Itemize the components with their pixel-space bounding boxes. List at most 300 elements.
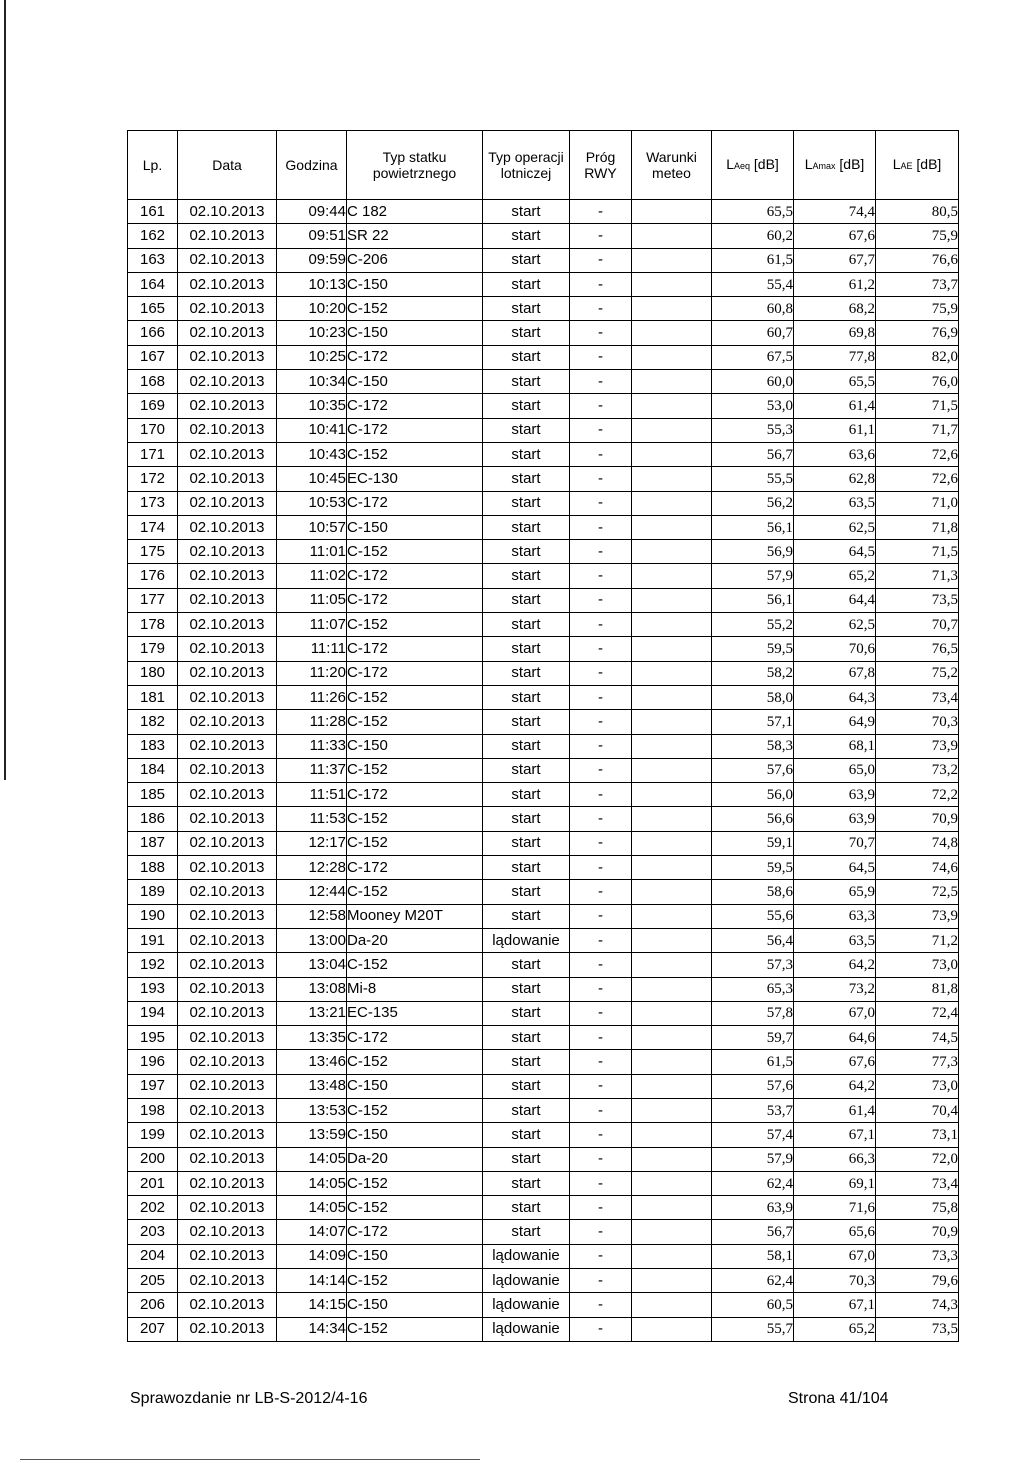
cell-aircraft: C-150 xyxy=(347,321,483,345)
cell-date: 02.10.2013 xyxy=(178,856,277,880)
cell-lamax: 67,8 xyxy=(794,661,876,685)
cell-lae: 76,0 xyxy=(876,370,959,394)
cell-date: 02.10.2013 xyxy=(178,758,277,782)
table-row xyxy=(128,1269,959,1293)
cell-lae: 74,8 xyxy=(876,831,959,855)
cell-lp: 204 xyxy=(128,1244,178,1268)
cell-time: 13:08 xyxy=(277,977,347,1001)
cell-lamax: 70,6 xyxy=(794,637,876,661)
cell-rwy: - xyxy=(570,442,632,466)
cell-lamax: 65,0 xyxy=(794,758,876,782)
cell-time: 13:35 xyxy=(277,1026,347,1050)
cell-laeq: 53,7 xyxy=(712,1098,794,1122)
cell-operation: start xyxy=(483,515,570,539)
cell-lae: 70,9 xyxy=(876,807,959,831)
cell-weather xyxy=(632,321,712,345)
cell-time: 13:59 xyxy=(277,1123,347,1147)
cell-laeq: 58,2 xyxy=(712,661,794,685)
cell-lp: 180 xyxy=(128,661,178,685)
table-row xyxy=(128,321,959,345)
cell-lae: 70,3 xyxy=(876,710,959,734)
cell-weather xyxy=(632,1171,712,1195)
cell-weather xyxy=(632,661,712,685)
cell-aircraft: EC-130 xyxy=(347,467,483,491)
table-row xyxy=(128,1171,959,1195)
cell-aircraft: C-152 xyxy=(347,540,483,564)
cell-lp: 176 xyxy=(128,564,178,588)
cell-lp: 185 xyxy=(128,783,178,807)
cell-time: 14:15 xyxy=(277,1293,347,1317)
cell-operation: start xyxy=(483,370,570,394)
cell-weather xyxy=(632,1026,712,1050)
cell-weather xyxy=(632,370,712,394)
table-row xyxy=(128,564,959,588)
cell-date: 02.10.2013 xyxy=(178,1050,277,1074)
cell-date: 02.10.2013 xyxy=(178,613,277,637)
cell-lp: 207 xyxy=(128,1317,178,1341)
cell-time: 11:11 xyxy=(277,637,347,661)
cell-lae: 73,4 xyxy=(876,685,959,709)
cell-time: 11:26 xyxy=(277,685,347,709)
cell-time: 10:57 xyxy=(277,515,347,539)
header-time: Godzina xyxy=(277,131,347,200)
cell-rwy: - xyxy=(570,1171,632,1195)
cell-lamax: 62,5 xyxy=(794,613,876,637)
cell-lamax: 63,9 xyxy=(794,807,876,831)
cell-time: 13:53 xyxy=(277,1098,347,1122)
cell-weather xyxy=(632,880,712,904)
cell-lae: 80,5 xyxy=(876,200,959,224)
cell-lp: 188 xyxy=(128,856,178,880)
cell-aircraft: C-150 xyxy=(347,1244,483,1268)
cell-rwy: - xyxy=(570,783,632,807)
cell-date: 02.10.2013 xyxy=(178,467,277,491)
cell-lp: 168 xyxy=(128,370,178,394)
cell-laeq: 58,3 xyxy=(712,734,794,758)
cell-weather xyxy=(632,224,712,248)
cell-lamax: 64,6 xyxy=(794,1026,876,1050)
cell-laeq: 59,5 xyxy=(712,856,794,880)
table-row xyxy=(128,1050,959,1074)
table-row xyxy=(128,442,959,466)
cell-lp: 191 xyxy=(128,928,178,952)
cell-date: 02.10.2013 xyxy=(178,321,277,345)
footer-report-number: Sprawozdanie nr LB-S-2012/4-16 xyxy=(130,1390,368,1407)
cell-time: 10:45 xyxy=(277,467,347,491)
cell-laeq: 65,5 xyxy=(712,200,794,224)
cell-lae: 73,5 xyxy=(876,588,959,612)
cell-time: 11:28 xyxy=(277,710,347,734)
cell-laeq: 56,7 xyxy=(712,442,794,466)
cell-lp: 190 xyxy=(128,904,178,928)
cell-operation: start xyxy=(483,734,570,758)
table-row xyxy=(128,807,959,831)
cell-laeq: 56,0 xyxy=(712,783,794,807)
table-row xyxy=(128,856,959,880)
cell-date: 02.10.2013 xyxy=(178,1220,277,1244)
cell-operation: start xyxy=(483,540,570,564)
cell-rwy: - xyxy=(570,1098,632,1122)
cell-lp: 202 xyxy=(128,1196,178,1220)
cell-lae: 74,3 xyxy=(876,1293,959,1317)
cell-lamax: 67,6 xyxy=(794,224,876,248)
cell-weather xyxy=(632,564,712,588)
cell-weather xyxy=(632,200,712,224)
cell-date: 02.10.2013 xyxy=(178,1244,277,1268)
cell-time: 14:05 xyxy=(277,1171,347,1195)
table-row xyxy=(128,661,959,685)
cell-lamax: 63,6 xyxy=(794,442,876,466)
cell-lae: 70,7 xyxy=(876,613,959,637)
cell-lae: 72,4 xyxy=(876,1001,959,1025)
cell-laeq: 55,6 xyxy=(712,904,794,928)
cell-lamax: 65,6 xyxy=(794,1220,876,1244)
cell-date: 02.10.2013 xyxy=(178,710,277,734)
left-margin-rule xyxy=(4,0,6,780)
cell-weather xyxy=(632,904,712,928)
cell-lamax: 62,5 xyxy=(794,515,876,539)
cell-lamax: 68,1 xyxy=(794,734,876,758)
cell-lp: 197 xyxy=(128,1074,178,1098)
cell-laeq: 57,3 xyxy=(712,953,794,977)
cell-lamax: 71,6 xyxy=(794,1196,876,1220)
cell-time: 09:51 xyxy=(277,224,347,248)
cell-aircraft: C-172 xyxy=(347,783,483,807)
cell-lae: 72,2 xyxy=(876,783,959,807)
cell-time: 12:28 xyxy=(277,856,347,880)
cell-operation: start xyxy=(483,953,570,977)
cell-lp: 196 xyxy=(128,1050,178,1074)
cell-aircraft: Mooney M20T xyxy=(347,904,483,928)
cell-laeq: 55,2 xyxy=(712,613,794,637)
cell-date: 02.10.2013 xyxy=(178,1123,277,1147)
cell-date: 02.10.2013 xyxy=(178,831,277,855)
cell-laeq: 57,9 xyxy=(712,564,794,588)
table-row xyxy=(128,734,959,758)
cell-operation: lądowanie xyxy=(483,1244,570,1268)
cell-weather xyxy=(632,515,712,539)
cell-lp: 174 xyxy=(128,515,178,539)
cell-laeq: 56,9 xyxy=(712,540,794,564)
table-row xyxy=(128,540,959,564)
cell-weather xyxy=(632,1317,712,1341)
cell-operation: start xyxy=(483,661,570,685)
cell-time: 09:44 xyxy=(277,200,347,224)
cell-operation: start xyxy=(483,442,570,466)
cell-date: 02.10.2013 xyxy=(178,248,277,272)
cell-lamax: 64,2 xyxy=(794,953,876,977)
cell-aircraft: C-152 xyxy=(347,1317,483,1341)
cell-date: 02.10.2013 xyxy=(178,515,277,539)
cell-operation: start xyxy=(483,710,570,734)
cell-lae: 72,0 xyxy=(876,1147,959,1171)
cell-weather xyxy=(632,394,712,418)
cell-lae: 71,2 xyxy=(876,928,959,952)
cell-operation: start xyxy=(483,1026,570,1050)
cell-rwy: - xyxy=(570,564,632,588)
cell-time: 10:41 xyxy=(277,418,347,442)
cell-laeq: 60,5 xyxy=(712,1293,794,1317)
header-lae-symbol: L xyxy=(892,156,901,172)
cell-rwy: - xyxy=(570,394,632,418)
cell-rwy: - xyxy=(570,831,632,855)
cell-lamax: 67,6 xyxy=(794,1050,876,1074)
cell-time: 12:17 xyxy=(277,831,347,855)
cell-aircraft: C-172 xyxy=(347,1026,483,1050)
cell-laeq: 62,4 xyxy=(712,1269,794,1293)
cell-lp: 187 xyxy=(128,831,178,855)
cell-rwy: - xyxy=(570,1244,632,1268)
cell-time: 14:05 xyxy=(277,1147,347,1171)
cell-aircraft: C-152 xyxy=(347,1269,483,1293)
cell-time: 11:07 xyxy=(277,613,347,637)
cell-weather xyxy=(632,1123,712,1147)
cell-aircraft: Mi-8 xyxy=(347,977,483,1001)
cell-time: 10:13 xyxy=(277,272,347,296)
cell-date: 02.10.2013 xyxy=(178,685,277,709)
cell-lp: 172 xyxy=(128,467,178,491)
cell-aircraft: C-152 xyxy=(347,1098,483,1122)
cell-aircraft: C-206 xyxy=(347,248,483,272)
cell-rwy: - xyxy=(570,297,632,321)
table-row xyxy=(128,272,959,296)
cell-lp: 173 xyxy=(128,491,178,515)
cell-laeq: 53,0 xyxy=(712,394,794,418)
cell-lp: 170 xyxy=(128,418,178,442)
cell-lae: 73,5 xyxy=(876,1317,959,1341)
cell-lamax: 67,0 xyxy=(794,1244,876,1268)
cell-laeq: 58,6 xyxy=(712,880,794,904)
cell-operation: start xyxy=(483,1098,570,1122)
cell-aircraft: C-152 xyxy=(347,1171,483,1195)
cell-lae: 73,9 xyxy=(876,734,959,758)
cell-date: 02.10.2013 xyxy=(178,394,277,418)
cell-operation: start xyxy=(483,977,570,1001)
cell-lae: 79,6 xyxy=(876,1269,959,1293)
cell-lp: 206 xyxy=(128,1293,178,1317)
cell-lamax: 65,2 xyxy=(794,1317,876,1341)
cell-rwy: - xyxy=(570,1001,632,1025)
table-row xyxy=(128,831,959,855)
cell-lae: 73,1 xyxy=(876,1123,959,1147)
table-row xyxy=(128,783,959,807)
cell-lp: 175 xyxy=(128,540,178,564)
cell-aircraft: C-172 xyxy=(347,418,483,442)
cell-operation: start xyxy=(483,880,570,904)
cell-lamax: 69,8 xyxy=(794,321,876,345)
table-row xyxy=(128,588,959,612)
header-operation: Typ operacji lotniczej xyxy=(483,131,570,200)
cell-lae: 70,4 xyxy=(876,1098,959,1122)
cell-lp: 194 xyxy=(128,1001,178,1025)
cell-operation: start xyxy=(483,467,570,491)
table-row xyxy=(128,200,959,224)
cell-lamax: 65,9 xyxy=(794,880,876,904)
cell-rwy: - xyxy=(570,200,632,224)
header-laeq xyxy=(712,131,794,200)
cell-lamax: 64,3 xyxy=(794,685,876,709)
cell-operation: start xyxy=(483,758,570,782)
cell-date: 02.10.2013 xyxy=(178,370,277,394)
header-lae-unit: [dB] xyxy=(912,156,942,172)
cell-lp: 193 xyxy=(128,977,178,1001)
cell-laeq: 55,3 xyxy=(712,418,794,442)
cell-laeq: 56,1 xyxy=(712,588,794,612)
cell-rwy: - xyxy=(570,370,632,394)
cell-date: 02.10.2013 xyxy=(178,272,277,296)
cell-laeq: 59,7 xyxy=(712,1026,794,1050)
cell-operation: start xyxy=(483,685,570,709)
cell-lamax: 63,3 xyxy=(794,904,876,928)
cell-time: 14:09 xyxy=(277,1244,347,1268)
cell-laeq: 60,0 xyxy=(712,370,794,394)
cell-lp: 189 xyxy=(128,880,178,904)
header-lp: Lp. xyxy=(128,131,178,200)
cell-weather xyxy=(632,977,712,1001)
cell-operation: start xyxy=(483,637,570,661)
cell-laeq: 56,4 xyxy=(712,928,794,952)
cell-lp: 171 xyxy=(128,442,178,466)
cell-rwy: - xyxy=(570,515,632,539)
cell-date: 02.10.2013 xyxy=(178,1001,277,1025)
cell-lamax: 69,1 xyxy=(794,1171,876,1195)
header-laeq-unit: [dB] xyxy=(750,156,779,172)
cell-rwy: - xyxy=(570,977,632,1001)
cell-date: 02.10.2013 xyxy=(178,297,277,321)
cell-rwy: - xyxy=(570,1026,632,1050)
cell-rwy: - xyxy=(570,1050,632,1074)
cell-weather xyxy=(632,1269,712,1293)
cell-operation: start xyxy=(483,904,570,928)
cell-date: 02.10.2013 xyxy=(178,1317,277,1341)
cell-rwy: - xyxy=(570,613,632,637)
cell-lamax: 67,1 xyxy=(794,1123,876,1147)
cell-lp: 203 xyxy=(128,1220,178,1244)
table-row xyxy=(128,1196,959,1220)
cell-time: 11:33 xyxy=(277,734,347,758)
cell-rwy: - xyxy=(570,734,632,758)
cell-rwy: - xyxy=(570,1293,632,1317)
table-row xyxy=(128,418,959,442)
cell-lamax: 70,3 xyxy=(794,1269,876,1293)
header-laeq-symbol: L xyxy=(726,156,734,172)
cell-lp: 184 xyxy=(128,758,178,782)
cell-aircraft: C-172 xyxy=(347,588,483,612)
cell-laeq: 56,6 xyxy=(712,807,794,831)
cell-operation: start xyxy=(483,297,570,321)
cell-lamax: 67,0 xyxy=(794,1001,876,1025)
cell-weather xyxy=(632,734,712,758)
cell-lae: 73,3 xyxy=(876,1244,959,1268)
cell-rwy: - xyxy=(570,880,632,904)
cell-lae: 77,3 xyxy=(876,1050,959,1074)
cell-date: 02.10.2013 xyxy=(178,807,277,831)
cell-weather xyxy=(632,491,712,515)
table-row xyxy=(128,1244,959,1268)
cell-laeq: 60,2 xyxy=(712,224,794,248)
table-row xyxy=(128,1098,959,1122)
cell-lae: 71,5 xyxy=(876,540,959,564)
cell-aircraft: C-152 xyxy=(347,685,483,709)
cell-time: 10:35 xyxy=(277,394,347,418)
cell-rwy: - xyxy=(570,1269,632,1293)
cell-lae: 73,2 xyxy=(876,758,959,782)
cell-time: 13:00 xyxy=(277,928,347,952)
table-row xyxy=(128,977,959,1001)
cell-operation: start xyxy=(483,564,570,588)
cell-laeq: 57,6 xyxy=(712,758,794,782)
cell-weather xyxy=(632,1220,712,1244)
cell-lae: 75,8 xyxy=(876,1196,959,1220)
cell-aircraft: C-172 xyxy=(347,491,483,515)
cell-rwy: - xyxy=(570,418,632,442)
cell-operation: start xyxy=(483,831,570,855)
cell-lae: 73,4 xyxy=(876,1171,959,1195)
cell-date: 02.10.2013 xyxy=(178,783,277,807)
cell-lp: 165 xyxy=(128,297,178,321)
cell-time: 13:46 xyxy=(277,1050,347,1074)
cell-lamax: 61,1 xyxy=(794,418,876,442)
cell-lae: 76,6 xyxy=(876,248,959,272)
cell-lp: 182 xyxy=(128,710,178,734)
cell-date: 02.10.2013 xyxy=(178,1171,277,1195)
cell-lae: 76,5 xyxy=(876,637,959,661)
cell-date: 02.10.2013 xyxy=(178,904,277,928)
cell-aircraft: Da-20 xyxy=(347,928,483,952)
cell-date: 02.10.2013 xyxy=(178,200,277,224)
cell-aircraft: C-172 xyxy=(347,1220,483,1244)
cell-laeq: 65,3 xyxy=(712,977,794,1001)
cell-lp: 201 xyxy=(128,1171,178,1195)
header-date: Data xyxy=(178,131,277,200)
table-row xyxy=(128,297,959,321)
cell-lp: 179 xyxy=(128,637,178,661)
cell-lamax: 65,5 xyxy=(794,370,876,394)
cell-weather xyxy=(632,418,712,442)
footer-page-number: Strona 41/104 xyxy=(788,1390,889,1407)
cell-operation: start xyxy=(483,394,570,418)
header-lamax-symbol: L xyxy=(804,156,813,172)
header-lae-subscript: AE xyxy=(900,161,913,171)
cell-time: 12:58 xyxy=(277,904,347,928)
cell-aircraft: C-152 xyxy=(347,613,483,637)
cell-aircraft: C-150 xyxy=(347,370,483,394)
cell-rwy: - xyxy=(570,758,632,782)
cell-operation: start xyxy=(483,783,570,807)
cell-aircraft: C-150 xyxy=(347,1293,483,1317)
cell-lamax: 67,1 xyxy=(794,1293,876,1317)
cell-laeq: 57,8 xyxy=(712,1001,794,1025)
cell-weather xyxy=(632,807,712,831)
cell-lp: 167 xyxy=(128,345,178,369)
cell-laeq: 67,5 xyxy=(712,345,794,369)
cell-lp: 183 xyxy=(128,734,178,758)
cell-operation: start xyxy=(483,1123,570,1147)
header-lamax-unit: [dB] xyxy=(835,156,865,172)
cell-date: 02.10.2013 xyxy=(178,637,277,661)
table-row xyxy=(128,710,959,734)
cell-date: 02.10.2013 xyxy=(178,661,277,685)
table-row xyxy=(128,953,959,977)
cell-weather xyxy=(632,588,712,612)
header-weather: Warunki meteo xyxy=(632,131,712,200)
cell-lp: 161 xyxy=(128,200,178,224)
cell-rwy: - xyxy=(570,1317,632,1341)
cell-operation: start xyxy=(483,345,570,369)
table-row xyxy=(128,370,959,394)
cell-lp: 178 xyxy=(128,613,178,637)
cell-laeq: 57,6 xyxy=(712,1074,794,1098)
